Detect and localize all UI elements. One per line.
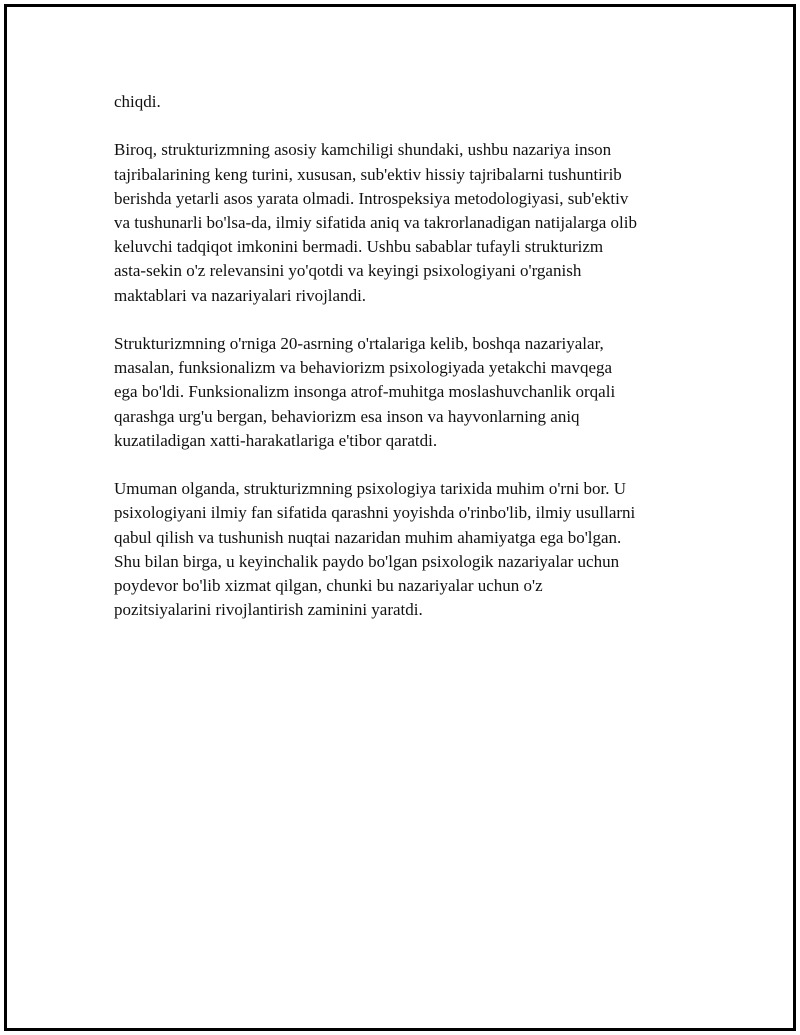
text-line: maktablari va nazariyalari rivojlandi. xyxy=(114,285,367,305)
text-line: poydevor bo'lib xizmat qilgan, chunki bu nazariyalar uchun o'z xyxy=(114,576,543,596)
text-line: kuzatiladigan xatti-harakatlariga e'tibor qaratdi. xyxy=(114,430,438,450)
paragraph xyxy=(114,138,694,307)
text-line: chiqdi. xyxy=(114,92,161,111)
paragraph xyxy=(114,332,694,453)
text-line: keluvchi tadqiqot imkonini bermadi. Ushbu sabablar tufayli strukturizm xyxy=(114,237,604,257)
text-line: masalan, funksionalizm va behaviorizm psixologiyada yetakchi mavqega xyxy=(114,358,613,378)
text-line: pozitsiyalarini rivojlantirish zaminini yaratdi. xyxy=(114,600,423,620)
paragraph xyxy=(114,90,694,114)
text-line: berishda yetarli asos yarata olmadi. Introspeksiya metodologiyasi, sub'ektiv xyxy=(114,188,629,208)
text-line: Strukturizmning o'rniga 20-asrning o'rtalariga kelib, boshqa nazariyalar, xyxy=(114,334,604,353)
text-line: tajribalarining keng turini, xususan, sub'ektiv hissiy tajribalarni tushuntirib xyxy=(114,164,622,184)
text-line: Biroq, strukturizmning asosiy kamchiligi shundaki, ushbu nazariya inson xyxy=(114,140,612,160)
text-line: asta-sekin o'z relevansini yo'qotdi va keyingi psixologiyani o'rganish xyxy=(114,261,582,281)
text-line: Shu bilan birga, u keyinchalik paydo bo'lgan psixologik nazariyalar uchun xyxy=(114,551,620,571)
text-line: va tushunarli bo'lsa-da, ilmiy sifatida aniq va takrorlanadigan natijalarga olib xyxy=(114,213,637,232)
text-line: ega bo'ldi. Funksionalizm insonga atrof-muhitga moslashuvchanlik orqali xyxy=(114,382,616,402)
paragraph xyxy=(114,477,694,622)
text-line: Umuman olganda, strukturizmning psixologiya tarixida muhim o'rni bor. U xyxy=(114,479,627,499)
text-line: qarashga urg'u bergan, behaviorizm esa inson va hayvonlarning aniq xyxy=(114,406,580,426)
text-line: psixologiyani ilmiy fan sifatida qarashni yoyishda o'rinbo'lib, ilmiy usullarni xyxy=(114,503,636,523)
document-body xyxy=(114,90,694,647)
text-line: qabul qilish va tushunish nuqtai nazaridan muhim ahamiyatga ega bo'lgan. xyxy=(114,527,622,547)
